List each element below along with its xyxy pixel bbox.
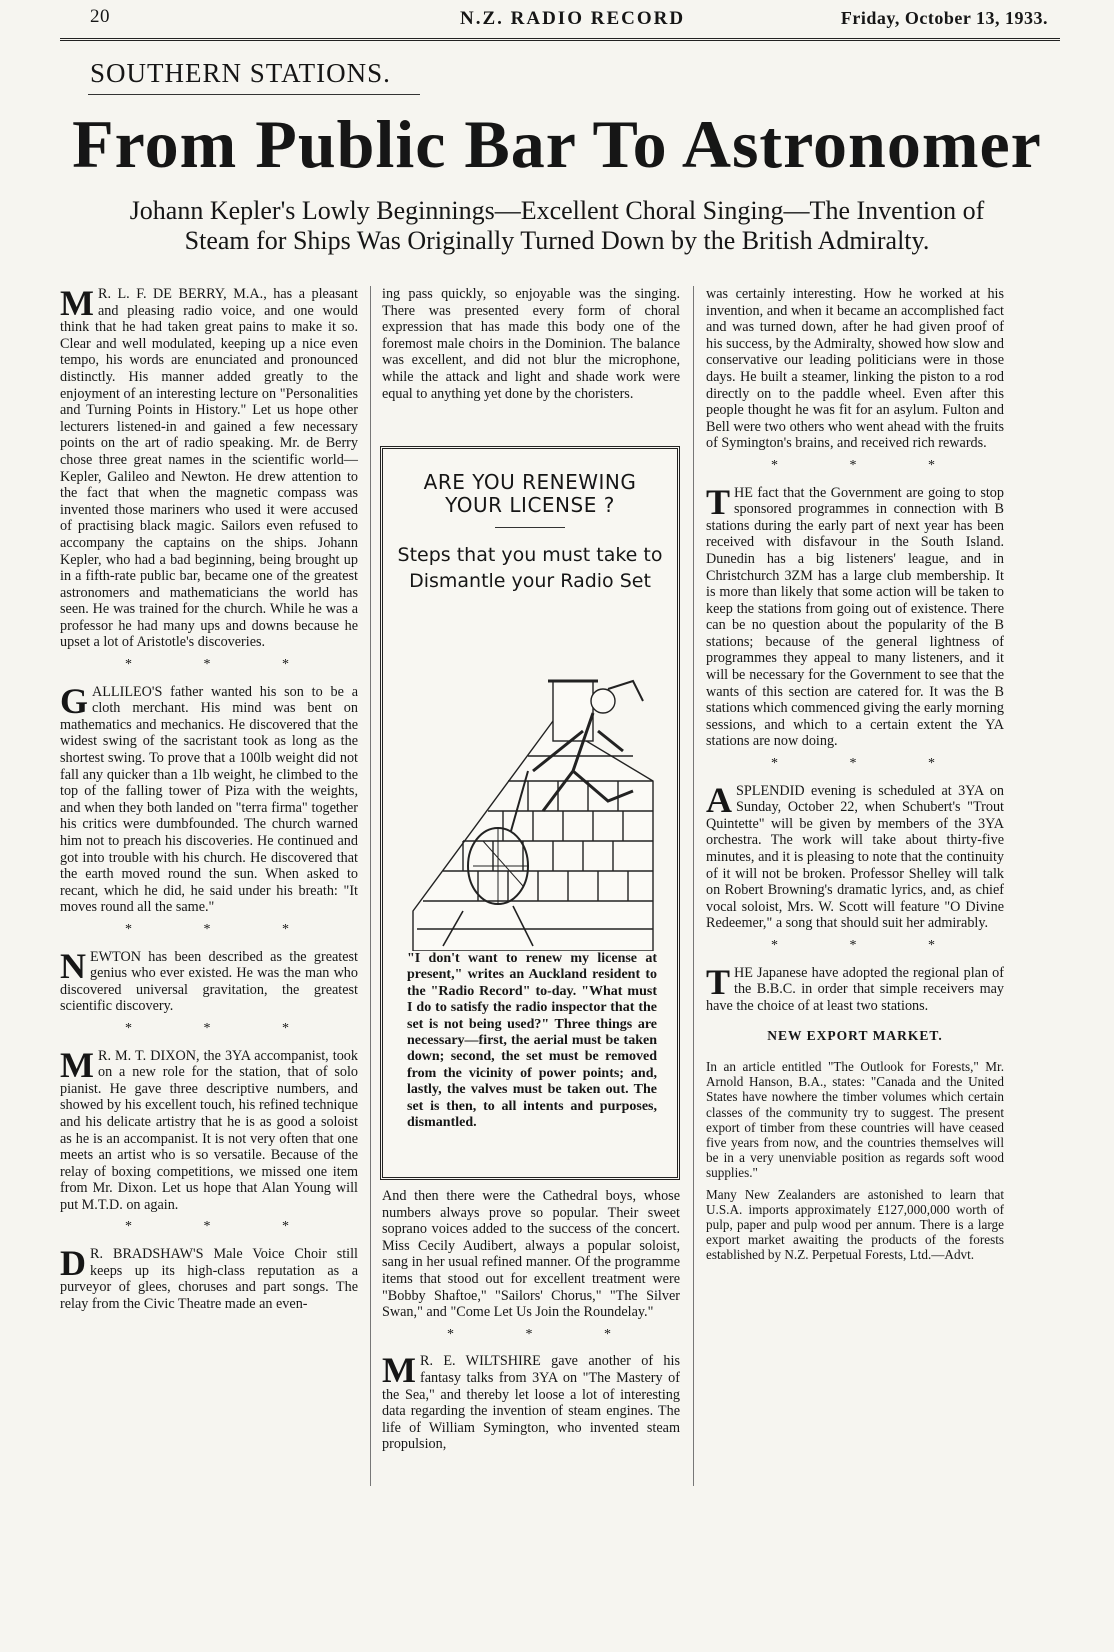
left-column	[60, 283, 358, 1318]
drop-cap: T	[706, 481, 731, 522]
drop-cap: D	[60, 1243, 86, 1284]
page-number: 20	[90, 6, 110, 27]
drop-cap: M	[60, 283, 94, 323]
drop-cap: N	[60, 945, 86, 986]
section-rule	[88, 94, 420, 95]
header-rule	[60, 38, 1060, 41]
paragraph-newton: NEWTON has been described as the greatest genius who ever existed. He was the man who discovered universal gravitation, the greatest scientific discovery.	[60, 945, 358, 1015]
drop-cap: G	[60, 680, 89, 721]
section-divider: * * *	[771, 937, 969, 953]
middle-column-top	[382, 286, 680, 408]
paragraph-cathedral-boys: And then there were the Cathedral boys, whose numbers always prove so popular. Their sweet soprano voices added to the success of the concert. Miss Cecily Audibert, always a popular soloist, sang in her usual refined manner. Of the programme items that stood out for excellent treatment were "Bobby Shaftoe," "Sailors' Chorus," "The Silver Swan," and "Come Let Us Join the Roundelay."	[382, 1188, 680, 1321]
paragraph-choir-continued: ing pass quickly, so enjoyable was the singing. There was presented every form of choral expression that has made this body one of the foremost male choirs in the Dominion. The balance was excellent, and did not blur the microphone, while the attack and light and shade work were equal to anything yet done by the choristers.	[382, 286, 680, 402]
export-heading: NEW EXPORT MARKET.	[767, 1028, 943, 1044]
page-header	[60, 4, 1054, 38]
paragraph-japanese: THE Japanese have adopted the regional plan of the B.B.C. in order that simple receivers may have the choice of at least two stations.	[706, 961, 1004, 1014]
article-title: From Public Bar To Astronomer	[72, 106, 1042, 182]
drop-cap: M	[60, 1044, 94, 1085]
section-divider: * * *	[125, 921, 323, 937]
ad-rule	[495, 527, 565, 528]
export-paragraph-2: Many New Zealanders are astonished to learn that U.S.A. imports approximately £127,000,000 worth of pulp, paper and pulp wood per annum. There is a large export market awaiting the products of the forests established by N.Z. Perpetual Forests, Ltd.—Advt.	[706, 1186, 1004, 1263]
paragraph-b-stations: THE fact that the Government are going to stop sponsored programmes in connection with B stations during the early part of next year has been received with disfavour in the South Island. Dunedin has a big listeners' league, and in Christchurch 3ZM has a large club membership. It is more than likely that some action will be taken to keep the stations from going out of existence. There can be no question about the popularity of the B stations; because of the general lightness of programmes they appeal to many listeners, and it will be necessary for the Government to see that the wants of this section are catered for. It was the B stations which commenced giving the early morning sessions, and which to a certain extent the YA stations are now doing.	[706, 481, 1004, 750]
license-advertisement	[380, 446, 680, 1180]
section-divider: * * *	[771, 756, 969, 772]
issue-date: Friday, October 13, 1933.	[840, 8, 1048, 28]
paragraph-galileo: GALLILEO'S father wanted his son to be a cloth merchant. His mind was bent on mathematics and mechanics. He discovered that the widest swing of the sacristant took as long as the shortest swing. To prove that a 100lb weight did not fall any quicker than a 1lb weight, he climbed to the top of the falling tower of Piza with the weights, and when they both landed on "terra firma" together his critics were dumbfounded. The church warned him not to preach his discoveries. He continued and got into trouble with his church. He discovered that the earth moved round the sun. When asked to recant, which he did, he said under his breath: "It moves round all the same."	[60, 680, 358, 916]
section-label: SOUTHERN STATIONS.	[90, 58, 391, 88]
ad-headline: ARE YOU RENEWING YOUR LICENSE ?	[423, 470, 637, 517]
paragraph-wiltshire: M R. E. WILTSHIRE gave another of his fantasy talks from 3YA on "The Mastery of the Sea," and thereby let loose a lot of interesting data regarding the invention of steam engines. The life of William Symington, who invented steam propulsion,	[382, 1350, 680, 1453]
ad-subheadline: Steps that you must take to Dismantle your Radio Set	[397, 544, 663, 592]
article-subtitle: Johann Kepler's Lowly Beginnings—Excellent Choral Singing—The Invention of Steam for Ships Was Originally Turned Down by the British Admiralty.	[129, 196, 985, 255]
paragraph-symington: was certainly interesting. How he worked at his invention, and when it became an accomplished fact and was turned down, after he had given proof of his success, by the Admiralty, showed how slow and conservative our leading politicians were in those days. He built a steamer, linking the piston to a rod directly on to the paddle wheel. Even after this people thought he was fit for an asylum. Fulton and Bell were two others who went ahead with the fruits of Symington's brains, and received rich rewards.	[706, 286, 1004, 452]
drop-cap: A	[706, 779, 732, 820]
export-paragraph-1: In an article entitled "The Outlook for Forests," Mr. Arnold Hanson, B.A., states: "Canada and the United States have nowhere the timber volumes which certain classes of the community try to suggest. The present export of timber from these countries will have ceased five years from now, and the countries themselves will be in a very unenviable position as regards soft wood supplies."	[706, 1058, 1004, 1181]
rooftop-illustration	[403, 661, 655, 951]
section-divider: * * *	[125, 1020, 323, 1036]
paragraph-trout-quintette: ASPLENDID evening is scheduled at 3YA on Sunday, October 22, when Schubert's "Trout Quintette" will be given by members of the 3YA orchestra. The work will take about thirty-five minutes, and it is pleasing to note that the continuity of it will not be broken. Professor Shelley will talk on Robert Browning's dramatic lyrics, and, as chief vocal soloist, Mrs. W. Scott will feature "O Divine Redeemer," a song that should suit her admirably.	[706, 779, 1004, 932]
paragraph-de-berry: M R. L. F. DE BERRY, M.A., has a pleasant and pleasing radio voice, and one would think that he had taken great pains to make it so. Clear and well modulated, keeping up a nice even tempo, his words are enunciated and pronounced distinctly. His manner added greatly to the enjoyment of an interesting lecture on "Personalities and Turning Points in History." Let us hope other lecturers listened-in and gained a few necessary points on the art of radio speaking. Mr. de Berry chose three great names in the scientific world—Kepler, Galileo and Newton. He drew attention to the fact that when the magnetic compass was invented those mariners who used it were accused of practising black magic. Sailors even refused to accompany the captains on the ships. Johann Kepler, who had a bad beginning, being brought up in a fifth-rate public bar, became one of the greatest astronomers and mathematicians the world has seen. He was trained for the church. While he was a professor he had many ups and downs because he upset a lot of Aristotle's discoveries.	[60, 283, 358, 651]
paragraph-bradshaw: D R. BRADSHAW'S Male Voice Choir still keeps up its high-class reputation as a purveyor of glees, choruses and part songs. The relay from the Civic Theatre made an even-	[60, 1243, 358, 1312]
right-column	[706, 286, 1004, 1269]
paragraph-dixon: M R. M. T. DIXON, the 3YA accompanist, took on a new role for the station, that of solo pianist. He gave three descriptive numbers, and showed by his excellent touch, his refined technique and his delicate artistry that he is as good a soloist as he is an accompanist. It is not very often that one meets an artist who is so versatile. Because of the relay of boxing competitions, we missed one item from Mr. Dixon. Let us hope that Alan Young will put M.T.D. on again.	[60, 1044, 358, 1213]
man-head	[591, 689, 615, 713]
ad-quote: "I don't want to renew my license at present," writes an Auckland resident to the "Radio Record" to-day. "What must I do to satisfy the radio inspector that the set is not being used?" Three things are necessary—first, the aerial must be taken down; second, the set must be removed from the vicinity of power points; and, lastly, the valves must be taken out. The set is then, to all intents and purposes, dismantled.	[407, 951, 657, 1131]
column-rule	[693, 286, 694, 1486]
section-divider: * * *	[771, 457, 969, 473]
section-divider: * * *	[447, 1326, 645, 1342]
column-rule	[370, 286, 371, 1486]
drop-cap: T	[706, 961, 731, 1002]
section-divider: * * *	[125, 1219, 323, 1235]
section-divider: * * *	[125, 657, 323, 673]
middle-column-bottom	[382, 1188, 680, 1459]
drop-cap: M	[382, 1350, 416, 1391]
publication-name: N.Z. RADIO RECORD	[460, 8, 686, 29]
